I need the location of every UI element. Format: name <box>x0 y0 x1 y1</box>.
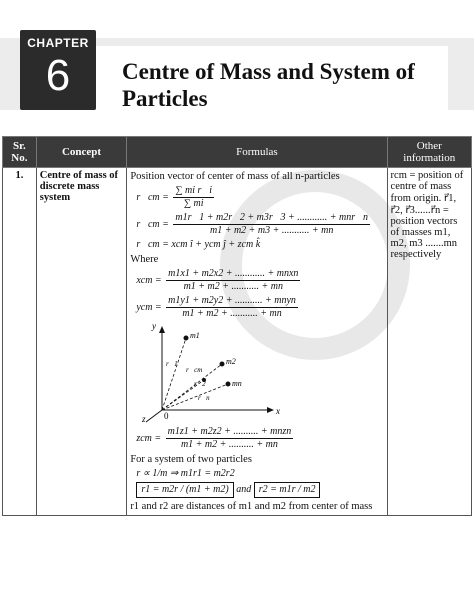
equation-xcm: xcm = $\frac{\text{m1x1 + m2x2 + ............ + mnxn}}{m1 + m2 + ........... + mn}$ <box>136 268 299 292</box>
distances-note: r1 and r2 are distances of m1 and m2 from center of mass <box>130 501 373 512</box>
origin-label: 0 <box>164 411 169 421</box>
table-header-row <box>3 137 472 168</box>
equation-inverse-proportion: r ∝ 1/m ⇒ m1r1 = m2r2 <box>136 468 235 479</box>
chapter-number: 6 <box>45 51 71 100</box>
vector-rn-label: r⃗n <box>198 394 210 402</box>
where-label: Where <box>130 254 159 265</box>
table-row <box>3 168 472 516</box>
boxed-r2: r2 = m1r / m2 <box>254 482 321 498</box>
column-header-sr: Sr. No. <box>3 137 37 168</box>
vector-r2-label: r⃗2 <box>194 380 206 388</box>
equation-rcm-sum: r⃗cm = $\frac{\text{∑ mi r⃗i}}{\sum mi}$ <box>136 185 212 209</box>
two-particles-text: For a system of two particles <box>130 454 252 465</box>
column-header-concept: Concept <box>36 137 127 168</box>
intro-text: Position vector of center of mass of all n-particles <box>130 171 340 182</box>
column-header-other: Other information <box>387 137 471 168</box>
chapter-banner <box>0 0 474 112</box>
equation-rcm-components: r⃗cm = xcm î + ycm ĵ + zcm k̂ <box>136 239 261 250</box>
mass-m1-label: m1 <box>190 331 201 340</box>
vector-r1-label: r⃗1 <box>166 360 178 368</box>
row-sr: 1. <box>3 168 37 516</box>
mass-mn-label: mn <box>232 379 243 388</box>
vector-rcm-label: r⃗cm <box>186 366 203 374</box>
equation-boxed-pair: r1 = m2r / (m1 + m2) and r2 = m1r / m2 <box>136 482 383 498</box>
chapter-title: Centre of Mass and System of Particles <box>122 59 415 111</box>
column-header-formulas: Formulas <box>127 137 387 168</box>
boxed-r1: r1 = m2r / (m1 + m2) <box>136 482 233 498</box>
equation-rcm-expanded: r⃗cm = $\frac{\text{m1r⃗1 + m2r⃗2 + m3r⃗3 + ............ + mnr⃗n}}{m1 + m2 + m3 + ........... + mn}$ <box>136 212 368 236</box>
row-formulas <box>127 168 387 516</box>
equation-zcm: zcm = $\frac{\text{m1z1 + m2z2 + .......... + mnzn}}{m1 + m2 + .......... + mn}$ <box>136 426 292 450</box>
chapter-badge <box>20 30 96 110</box>
row-other-info: rcm = position of centre of mass from origin. r⃗1, r⃗2, r⃗3......r⃗n = position vectors of masses m1, m2, m3 .......mn respectively <box>387 168 471 516</box>
formula-table <box>2 136 472 516</box>
mass-m2-label: m2 <box>226 357 237 366</box>
position-vector-diagram <box>142 322 292 424</box>
row-concept: Centre of mass of discrete mass system <box>36 168 127 516</box>
x-axis-label: x <box>276 406 281 416</box>
y-axis-label: y <box>152 322 157 331</box>
chapter-label: CHAPTER <box>27 36 89 50</box>
equation-ycm: ycm = $\frac{\text{m1y1 + m2y2 + ........... + mnyn}}{m1 + m2 + ........... + mn}$ <box>136 295 296 319</box>
z-axis-label: z <box>142 414 146 424</box>
